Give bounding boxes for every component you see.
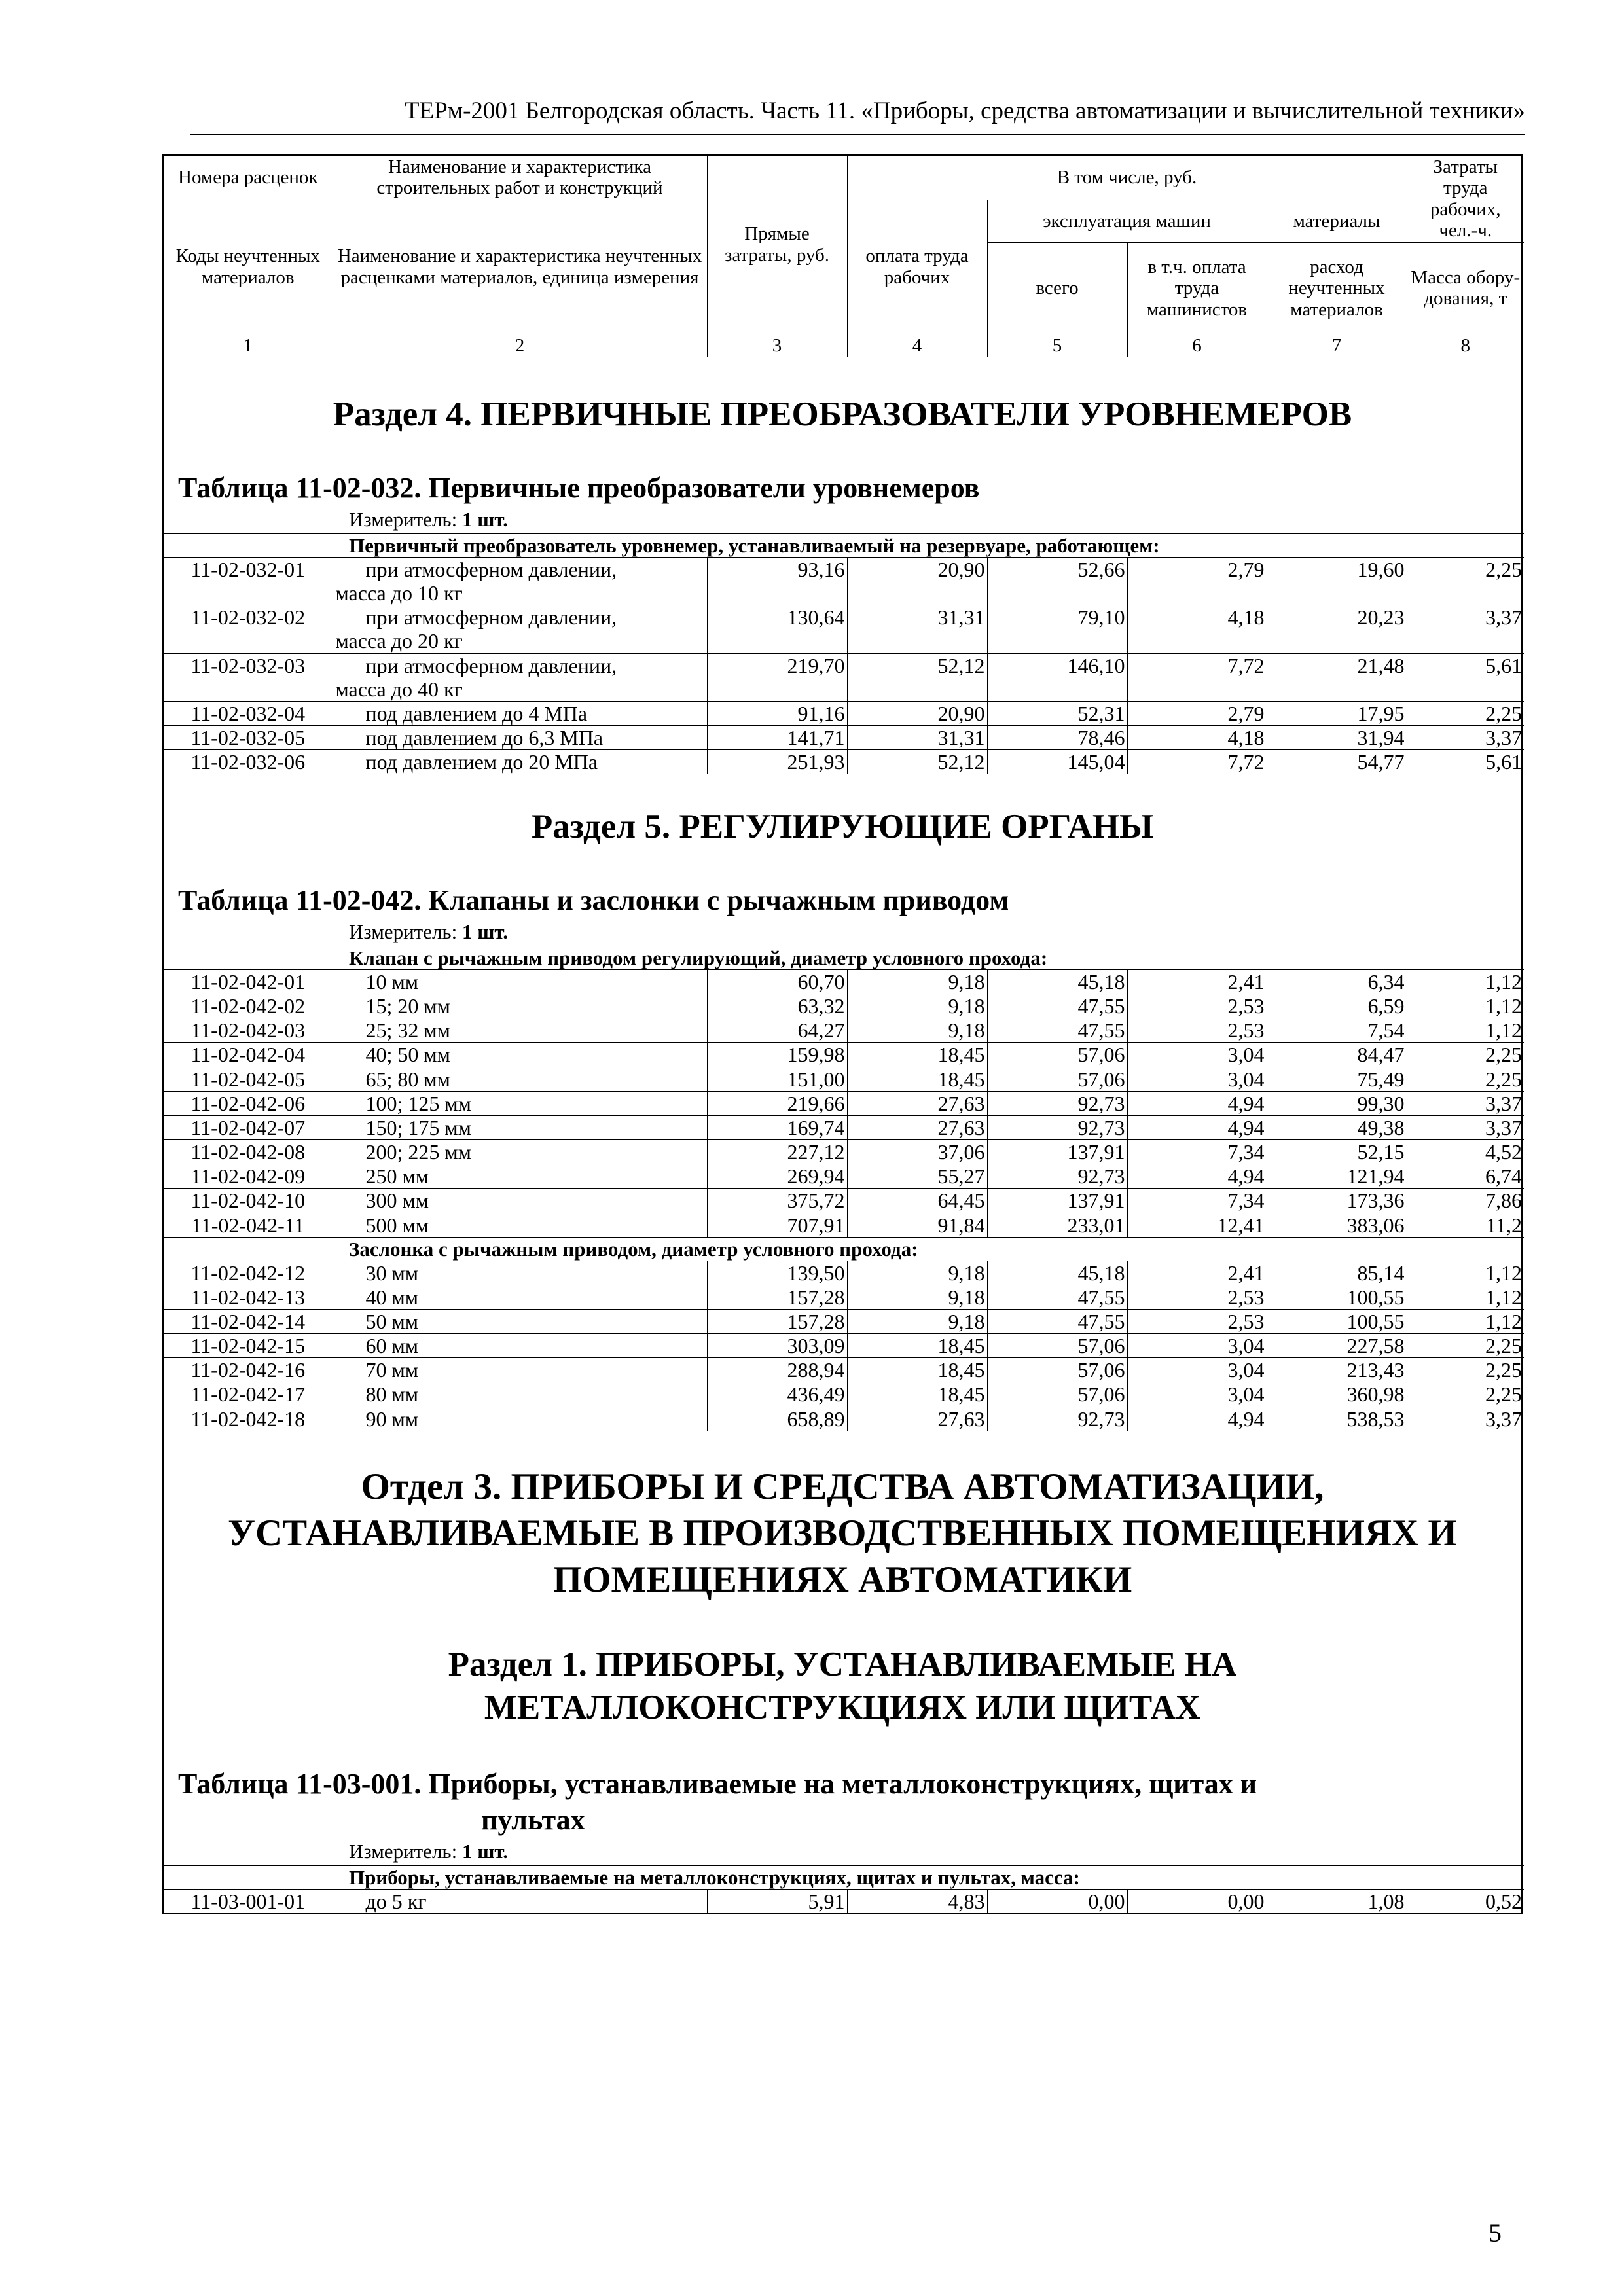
group-heading: Приборы, устанавливаемые на металлоконструкциях, щитах и пультах, масса: — [164, 1866, 1524, 1890]
header-labor-costs: Затраты труда рабочих, чел.-ч. — [1407, 156, 1524, 242]
labor-or-mass-value: 3,37 — [1407, 605, 1524, 653]
operator-pay-value: 3,04 — [1127, 1067, 1267, 1091]
worker-pay-value: 20,90 — [847, 557, 987, 605]
table-row — [164, 1115, 1524, 1139]
page-number: 5 — [1489, 2218, 1502, 2248]
table-row — [164, 1018, 1524, 1043]
worker-pay-value: 64,45 — [847, 1189, 987, 1213]
rate-code: 11-02-042-08 — [164, 1140, 333, 1164]
rate-code: 11-02-042-04 — [164, 1043, 333, 1067]
header-direct-costs: Прямые затраты, руб. — [707, 156, 847, 334]
work-name: 60 мм — [333, 1334, 707, 1358]
header-rate-numbers: Номера расценок — [164, 156, 333, 200]
worker-pay-value: 91,84 — [847, 1213, 987, 1237]
work-name: 25; 32 мм — [333, 1018, 707, 1043]
material-usage-value: 84,47 — [1267, 1043, 1407, 1067]
machines-total-value: 92,73 — [987, 1407, 1127, 1431]
work-name: 40 мм — [333, 1285, 707, 1309]
operator-pay-value: 2,41 — [1127, 969, 1267, 994]
rate-code: 11-02-042-05 — [164, 1067, 333, 1091]
operator-pay-value: 7,34 — [1127, 1189, 1267, 1213]
work-name-line: при атмосферном давлении, — [365, 605, 617, 630]
worker-pay-value: 18,45 — [847, 1067, 987, 1091]
labor-or-mass-value: 1,12 — [1407, 1261, 1524, 1285]
measure-unit — [164, 918, 1521, 946]
direct-costs-value: 91,16 — [707, 701, 847, 725]
labor-or-mass-value: 3,37 — [1407, 1091, 1524, 1115]
material-usage-value: 383,06 — [1267, 1213, 1407, 1237]
labor-or-mass-value: 11,2 — [1407, 1213, 1524, 1237]
header-operator-pay: в т.ч. оплата труда машинистов — [1127, 242, 1267, 334]
direct-costs-value: 219,66 — [707, 1091, 847, 1115]
direct-costs-value: 288,94 — [707, 1358, 847, 1382]
work-name-line: при атмосферном давлении, — [365, 557, 617, 581]
operator-pay-value: 4,94 — [1127, 1091, 1267, 1115]
group-heading-row — [164, 1237, 1524, 1261]
worker-pay-value: 18,45 — [847, 1358, 987, 1382]
table-row — [164, 1164, 1524, 1189]
operator-pay-value: 4,18 — [1127, 726, 1267, 750]
direct-costs-value: 139,50 — [707, 1261, 847, 1285]
table-row — [164, 1189, 1524, 1213]
rate-code: 11-03-001-01 — [164, 1890, 333, 1914]
header-materials: материалы — [1267, 200, 1407, 242]
machines-total-value: 57,06 — [987, 1382, 1127, 1407]
worker-pay-value: 37,06 — [847, 1140, 987, 1164]
rate-code: 11-02-032-04 — [164, 701, 333, 725]
measure-label: Измеритель: — [349, 507, 462, 531]
rate-code: 11-02-042-01 — [164, 969, 333, 994]
rate-code: 11-02-042-03 — [164, 1018, 333, 1043]
table-row — [164, 557, 1524, 605]
machines-total-value: 0,00 — [987, 1890, 1127, 1914]
work-name: под давлением до 20 МПа — [333, 750, 707, 774]
labor-or-mass-value: 2,25 — [1407, 1067, 1524, 1091]
worker-pay-value: 9,18 — [847, 1261, 987, 1285]
material-usage-value: 31,94 — [1267, 726, 1407, 750]
table-row — [164, 726, 1524, 750]
worker-pay-value: 9,18 — [847, 1285, 987, 1309]
section-title: Раздел 4. ПЕРВИЧНЫЕ ПРЕОБРАЗОВАТЕЛИ УРОВНЕМЕРОВ — [333, 395, 1352, 434]
worker-pay-value: 9,18 — [847, 1018, 987, 1043]
machines-total-value: 79,10 — [987, 605, 1127, 653]
group-heading: Первичный преобразователь уровнемер, устанавливаемый на резервуаре, работающем: — [164, 533, 1524, 557]
direct-costs-value: 159,98 — [707, 1043, 847, 1067]
header-col-number: 8 — [1407, 334, 1524, 357]
table-row — [164, 1261, 1524, 1285]
work-name: 50 мм — [333, 1310, 707, 1334]
direct-costs-value: 93,16 — [707, 557, 847, 605]
table-row — [164, 701, 1524, 725]
group-heading-row — [164, 533, 1524, 557]
table-row — [164, 605, 1524, 653]
operator-pay-value: 3,04 — [1127, 1043, 1267, 1067]
work-name: 200; 225 мм — [333, 1140, 707, 1164]
direct-costs-value: 219,70 — [707, 653, 847, 701]
department-title-line: ПОМЕЩЕНИЯХ АВТОМАТИКИ — [552, 1559, 1132, 1601]
machines-total-value: 146,10 — [987, 653, 1127, 701]
table-row — [164, 1140, 1524, 1164]
table-title-line: пультах — [481, 1804, 585, 1837]
operator-pay-value: 2,41 — [1127, 1261, 1267, 1285]
work-name: 40; 50 мм — [333, 1043, 707, 1067]
table-row — [164, 1067, 1524, 1091]
material-usage-value: 21,48 — [1267, 653, 1407, 701]
measure-unit — [164, 506, 1521, 533]
table-row — [164, 1043, 1524, 1067]
operator-pay-value: 3,04 — [1127, 1358, 1267, 1382]
labor-or-mass-value: 2,25 — [1407, 557, 1524, 605]
labor-or-mass-value: 2,25 — [1407, 1358, 1524, 1382]
work-name — [333, 557, 707, 605]
table-row — [164, 1285, 1524, 1309]
operator-pay-value: 2,53 — [1127, 1018, 1267, 1043]
machines-total-value: 47,55 — [987, 994, 1127, 1018]
work-name: 80 мм — [333, 1382, 707, 1407]
measure-value: 1 шт. — [461, 507, 509, 531]
section-title: Раздел 5. РЕГУЛИРУЮЩИЕ ОРГАНЫ — [531, 808, 1154, 846]
rate-code: 11-02-042-09 — [164, 1164, 333, 1189]
rate-code: 11-02-032-03 — [164, 653, 333, 701]
rate-code: 11-02-042-16 — [164, 1358, 333, 1382]
direct-costs-value: 227,12 — [707, 1140, 847, 1164]
direct-costs-value: 269,94 — [707, 1164, 847, 1189]
work-name-line: при атмосферном давлении, — [365, 653, 617, 677]
table-title: Таблица 11-02-032. Первичные преобразователи уровнемеров — [178, 471, 980, 504]
rate-code: 11-02-042-15 — [164, 1334, 333, 1358]
labor-or-mass-value: 4,52 — [1407, 1140, 1524, 1164]
material-usage-value: 17,95 — [1267, 701, 1407, 725]
rates-table — [164, 533, 1524, 774]
group-heading-row — [164, 946, 1524, 969]
rate-code: 11-02-042-14 — [164, 1310, 333, 1334]
material-usage-value: 100,55 — [1267, 1285, 1407, 1309]
work-name: 100; 125 мм — [333, 1091, 707, 1115]
operator-pay-value: 3,04 — [1127, 1334, 1267, 1358]
work-name: 70 мм — [333, 1358, 707, 1382]
labor-or-mass-value: 1,12 — [1407, 994, 1524, 1018]
rates-table — [164, 1865, 1524, 1913]
material-usage-value: 75,49 — [1267, 1067, 1407, 1091]
operator-pay-value: 7,34 — [1127, 1140, 1267, 1164]
labor-or-mass-value: 1,12 — [1407, 969, 1524, 994]
header-including: В том числе, руб. — [847, 156, 1407, 200]
operator-pay-value: 12,41 — [1127, 1213, 1267, 1237]
rate-code: 11-02-042-02 — [164, 994, 333, 1018]
header-material-codes: Коды неучтенных материалов — [164, 200, 333, 334]
machines-total-value: 92,73 — [987, 1164, 1127, 1189]
material-usage-value: 538,53 — [1267, 1407, 1407, 1431]
table-row — [164, 1382, 1524, 1407]
work-name — [333, 605, 707, 653]
material-usage-value: 173,36 — [1267, 1189, 1407, 1213]
work-name: 10 мм — [333, 969, 707, 994]
labor-or-mass-value: 2,25 — [1407, 1043, 1524, 1067]
header-equipment-mass: Масса обору- дования, т — [1407, 242, 1524, 334]
worker-pay-value: 9,18 — [847, 969, 987, 994]
header-col-number: 4 — [847, 334, 987, 357]
direct-costs-value: 60,70 — [707, 969, 847, 994]
direct-costs-value: 169,74 — [707, 1115, 847, 1139]
work-name: под давлением до 6,3 МПа — [333, 726, 707, 750]
header-col-number: 1 — [164, 334, 333, 357]
section-title — [164, 1643, 1521, 1730]
material-usage-value: 1,08 — [1267, 1890, 1407, 1914]
worker-pay-value: 52,12 — [847, 653, 987, 701]
section-title-line: Раздел 1. ПРИБОРЫ, УСТАНАВЛИВАЕМЫЕ НА — [448, 1645, 1237, 1683]
rate-code: 11-02-042-06 — [164, 1091, 333, 1115]
work-name: до 5 кг — [333, 1890, 707, 1914]
machines-total-value: 137,91 — [987, 1189, 1127, 1213]
direct-costs-value: 5,91 — [707, 1890, 847, 1914]
material-usage-value: 49,38 — [1267, 1115, 1407, 1139]
measure-value: 1 шт. — [461, 920, 509, 943]
operator-pay-value: 2,79 — [1127, 557, 1267, 605]
labor-or-mass-value: 1,12 — [1407, 1018, 1524, 1043]
operator-pay-value: 0,00 — [1127, 1890, 1267, 1914]
labor-or-mass-value: 0,52 — [1407, 1890, 1524, 1914]
machines-total-value: 47,55 — [987, 1285, 1127, 1309]
operator-pay-value: 4,18 — [1127, 605, 1267, 653]
header-machine-operation: эксплуатация машин — [987, 200, 1267, 242]
rate-code: 11-02-042-18 — [164, 1407, 333, 1431]
labor-or-mass-value: 3,37 — [1407, 1115, 1524, 1139]
group-heading-row — [164, 1866, 1524, 1890]
header-col-number: 2 — [333, 334, 707, 357]
labor-or-mass-value: 6,74 — [1407, 1164, 1524, 1189]
work-name: под давлением до 4 МПа — [333, 701, 707, 725]
machines-total-value: 45,18 — [987, 1261, 1127, 1285]
rate-code: 11-02-042-10 — [164, 1189, 333, 1213]
labor-or-mass-value: 2,25 — [1407, 1334, 1524, 1358]
header-col-number: 6 — [1127, 334, 1267, 357]
machines-total-value: 145,04 — [987, 750, 1127, 774]
header-material-name: Наименование и характеристика неучтенных расценками материалов, единица измерения — [333, 200, 707, 334]
machines-total-value: 92,73 — [987, 1091, 1127, 1115]
operator-pay-value: 2,79 — [1127, 701, 1267, 725]
direct-costs-value: 157,28 — [707, 1310, 847, 1334]
direct-costs-value: 63,32 — [707, 994, 847, 1018]
direct-costs-value: 157,28 — [707, 1285, 847, 1309]
machines-total-value: 137,91 — [987, 1140, 1127, 1164]
table-row — [164, 653, 1524, 701]
labor-or-mass-value: 2,25 — [1407, 1382, 1524, 1407]
worker-pay-value: 27,63 — [847, 1407, 987, 1431]
measure-label: Измеритель: — [349, 920, 462, 943]
labor-or-mass-value: 5,61 — [1407, 653, 1524, 701]
operator-pay-value: 4,94 — [1127, 1407, 1267, 1431]
material-usage-value: 227,58 — [1267, 1334, 1407, 1358]
labor-or-mass-value: 3,37 — [1407, 726, 1524, 750]
work-name: 65; 80 мм — [333, 1067, 707, 1091]
table-row — [164, 1310, 1524, 1334]
material-usage-value: 360,98 — [1267, 1382, 1407, 1407]
machines-total-value: 233,01 — [987, 1213, 1127, 1237]
material-usage-value: 6,34 — [1267, 969, 1407, 994]
worker-pay-value: 27,63 — [847, 1115, 987, 1139]
work-name: 90 мм — [333, 1407, 707, 1431]
worker-pay-value: 52,12 — [847, 750, 987, 774]
material-usage-value: 54,77 — [1267, 750, 1407, 774]
operator-pay-value: 2,53 — [1127, 1285, 1267, 1309]
machines-total-value: 57,06 — [987, 1334, 1127, 1358]
table-row — [164, 1091, 1524, 1115]
labor-or-mass-value: 7,86 — [1407, 1189, 1524, 1213]
machines-total-value: 57,06 — [987, 1067, 1127, 1091]
table-row — [164, 969, 1524, 994]
operator-pay-value: 7,72 — [1127, 750, 1267, 774]
table-row — [164, 1890, 1524, 1914]
direct-costs-value: 151,00 — [707, 1067, 847, 1091]
machines-total-value: 52,31 — [987, 701, 1127, 725]
labor-or-mass-value: 3,37 — [1407, 1407, 1524, 1431]
table-row — [164, 1334, 1524, 1358]
rate-code: 11-02-042-11 — [164, 1213, 333, 1237]
rate-code: 11-02-032-05 — [164, 726, 333, 750]
worker-pay-value: 18,45 — [847, 1043, 987, 1067]
material-usage-value: 6,59 — [1267, 994, 1407, 1018]
direct-costs-value: 658,89 — [707, 1407, 847, 1431]
worker-pay-value: 31,31 — [847, 726, 987, 750]
table-row — [164, 1213, 1524, 1237]
work-name: 15; 20 мм — [333, 994, 707, 1018]
worker-pay-value: 18,45 — [847, 1382, 987, 1407]
operator-pay-value: 7,72 — [1127, 653, 1267, 701]
group-heading: Заслонка с рычажным приводом, диаметр условного прохода: — [164, 1237, 1524, 1261]
measure-label: Измеритель: — [349, 1840, 462, 1863]
work-name — [333, 653, 707, 701]
material-usage-value: 99,30 — [1267, 1091, 1407, 1115]
material-usage-value: 19,60 — [1267, 557, 1407, 605]
table-title — [164, 1766, 1521, 1838]
worker-pay-value: 9,18 — [847, 1310, 987, 1334]
machines-total-value: 52,66 — [987, 557, 1127, 605]
work-name: 150; 175 мм — [333, 1115, 707, 1139]
material-usage-value: 85,14 — [1267, 1261, 1407, 1285]
direct-costs-value: 375,72 — [707, 1189, 847, 1213]
operator-pay-value: 4,94 — [1127, 1164, 1267, 1189]
direct-costs-value: 64,27 — [707, 1018, 847, 1043]
measure-value: 1 шт. — [461, 1840, 509, 1863]
rate-code: 11-02-042-17 — [164, 1382, 333, 1407]
operator-pay-value: 4,94 — [1127, 1115, 1267, 1139]
operator-pay-value: 2,53 — [1127, 994, 1267, 1018]
table-row — [164, 1407, 1524, 1431]
material-usage-value: 100,55 — [1267, 1310, 1407, 1334]
rate-code: 11-02-042-07 — [164, 1115, 333, 1139]
rates-table — [164, 946, 1524, 1431]
machines-total-value: 47,55 — [987, 1310, 1127, 1334]
direct-costs-value: 436,49 — [707, 1382, 847, 1407]
work-name: 30 мм — [333, 1261, 707, 1285]
work-name: 300 мм — [333, 1189, 707, 1213]
section-title-line: МЕТАЛЛОКОНСТРУКЦИЯХ ИЛИ ЩИТАХ — [484, 1688, 1201, 1727]
header-work-name: Наименование и характеристика строительных работ и конструкций — [333, 156, 707, 200]
work-name-line: масса до 40 кг — [335, 677, 463, 701]
machines-total-value: 45,18 — [987, 969, 1127, 994]
column-header — [164, 156, 1524, 357]
rate-code: 11-02-042-13 — [164, 1285, 333, 1309]
machines-total-value: 78,46 — [987, 726, 1127, 750]
material-usage-value: 121,94 — [1267, 1164, 1407, 1189]
machines-total-value: 57,06 — [987, 1043, 1127, 1067]
header-worker-pay: оплата труда рабочих — [847, 200, 987, 334]
worker-pay-value: 4,83 — [847, 1890, 987, 1914]
direct-costs-value: 303,09 — [707, 1334, 847, 1358]
worker-pay-value: 18,45 — [847, 1334, 987, 1358]
rate-code: 11-02-032-02 — [164, 605, 333, 653]
header-col-number: 3 — [707, 334, 847, 357]
operator-pay-value: 2,53 — [1127, 1310, 1267, 1334]
table-title: Таблица 11-02-042. Клапаны и заслонки с рычажным приводом — [178, 884, 1009, 916]
rates-table-frame — [162, 154, 1523, 1914]
work-name: 250 мм — [333, 1164, 707, 1189]
labor-or-mass-value: 5,61 — [1407, 750, 1524, 774]
header-material-usage: расход неучтенных материалов — [1267, 242, 1407, 334]
machines-total-value: 92,73 — [987, 1115, 1127, 1139]
worker-pay-value: 27,63 — [847, 1091, 987, 1115]
group-heading: Клапан с рычажным приводом регулирующий, диаметр условного прохода: — [164, 946, 1524, 969]
header-machines-total: всего — [987, 242, 1127, 334]
table-title-line: Таблица 11-03-001. Приборы, устанавливаемые на металлоконструкциях, щитах и — [178, 1768, 1257, 1801]
direct-costs-value: 251,93 — [707, 750, 847, 774]
material-usage-value: 7,54 — [1267, 1018, 1407, 1043]
header-col-number: 5 — [987, 334, 1127, 357]
direct-costs-value: 130,64 — [707, 605, 847, 653]
material-usage-value: 20,23 — [1267, 605, 1407, 653]
worker-pay-value: 55,27 — [847, 1164, 987, 1189]
department-title — [164, 1463, 1521, 1604]
labor-or-mass-value: 1,12 — [1407, 1285, 1524, 1309]
table-row — [164, 1358, 1524, 1382]
labor-or-mass-value: 1,12 — [1407, 1310, 1524, 1334]
table-row — [164, 750, 1524, 774]
running-header: ТЕРм-2001 Белгородская область. Часть 11. «Приборы, средства автоматизации и вычислительной техники» — [404, 98, 1525, 124]
worker-pay-value: 9,18 — [847, 994, 987, 1018]
machines-total-value: 47,55 — [987, 1018, 1127, 1043]
table-row — [164, 994, 1524, 1018]
worker-pay-value: 31,31 — [847, 605, 987, 653]
header-col-number: 7 — [1267, 334, 1407, 357]
worker-pay-value: 20,90 — [847, 701, 987, 725]
department-title-line: Отдел 3. ПРИБОРЫ И СРЕДСТВА АВТОМАТИЗАЦИИ, — [361, 1465, 1324, 1507]
work-name: 500 мм — [333, 1213, 707, 1237]
measure-unit — [164, 1838, 1521, 1865]
work-name-line: масса до 10 кг — [335, 581, 463, 605]
rate-code: 11-02-032-06 — [164, 750, 333, 774]
department-title-line: УСТАНАВЛИВАЕМЫЕ В ПРОИЗВОДСТВЕННЫХ ПОМЕЩЕНИЯХ И — [228, 1513, 1457, 1554]
material-usage-value: 213,43 — [1267, 1358, 1407, 1382]
labor-or-mass-value: 2,25 — [1407, 701, 1524, 725]
machines-total-value: 57,06 — [987, 1358, 1127, 1382]
rate-code: 11-02-032-01 — [164, 557, 333, 605]
direct-costs-value: 707,91 — [707, 1213, 847, 1237]
direct-costs-value: 141,71 — [707, 726, 847, 750]
operator-pay-value: 3,04 — [1127, 1382, 1267, 1407]
material-usage-value: 52,15 — [1267, 1140, 1407, 1164]
header-rule — [190, 134, 1525, 135]
rate-code: 11-02-042-12 — [164, 1261, 333, 1285]
work-name-line: масса до 20 кг — [335, 629, 463, 653]
